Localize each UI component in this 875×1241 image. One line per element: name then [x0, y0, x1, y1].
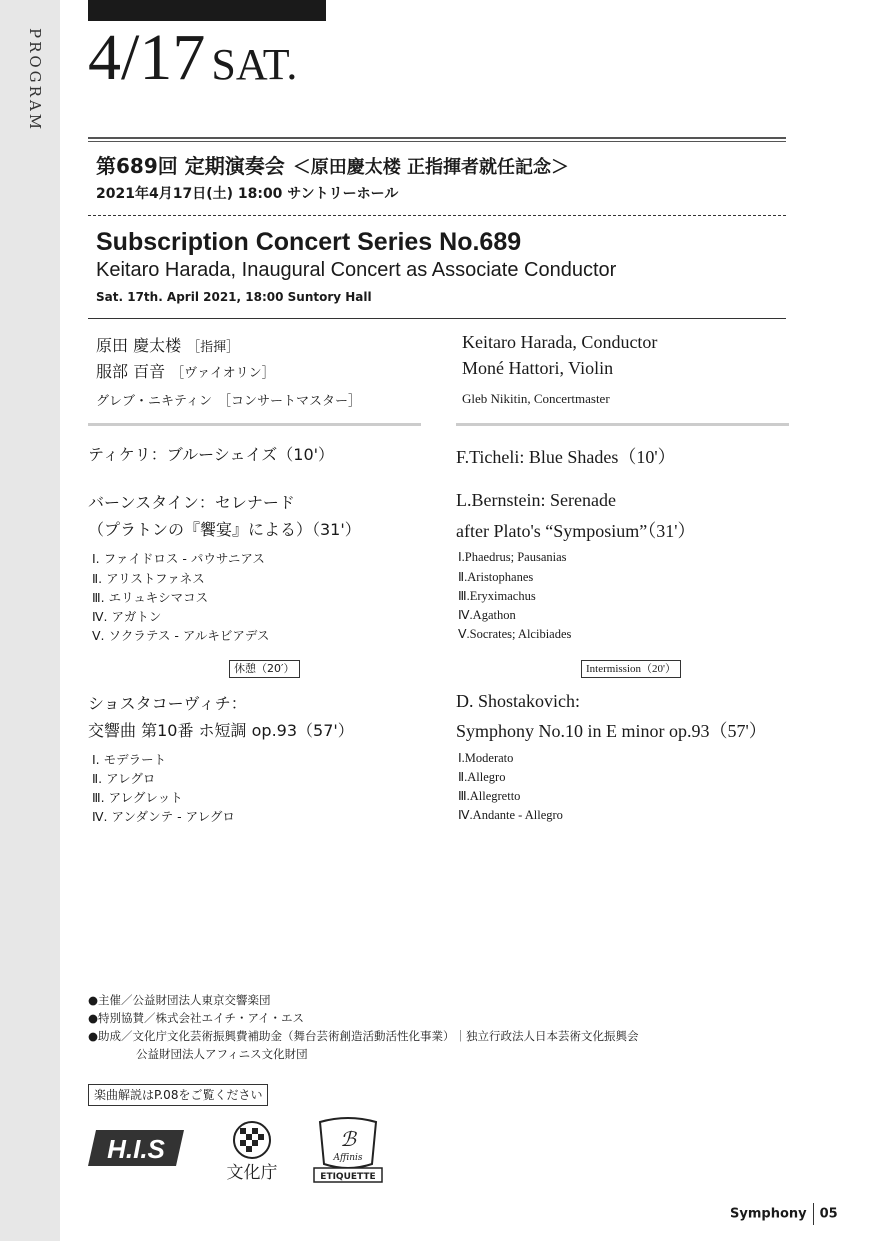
jp-movement: Ⅲ. アレグレット — [92, 790, 183, 805]
en-movement: Ⅱ.Aristophanes — [458, 570, 534, 584]
publication-name: Symphony — [730, 1206, 807, 1222]
gray-rule-right — [456, 423, 789, 426]
bunkacho-logo-text: 文化庁 — [226, 1163, 278, 1183]
jp-intermission: 休憩（20′） — [229, 660, 300, 678]
performer-jp-role: ［コンサートマスター］ — [217, 394, 361, 409]
performer-jp-3 — [96, 390, 361, 409]
performer-jp-role: ［指揮］ — [187, 340, 240, 355]
en-piece-3-composer: D. Shostakovich: — [456, 691, 580, 711]
en-movement: Ⅰ.Moderato — [458, 751, 514, 765]
jp-piece-2-subtitle: （プラトンの『饗宴』による）（31'） — [88, 520, 361, 539]
en-movement: Ⅲ.Allegretto — [458, 789, 521, 803]
performer-jp-role: ［ヴァイオリン］ — [171, 366, 275, 381]
performer-jp-name: 原田 慶太楼 — [96, 336, 182, 355]
en-concert-title: Subscription Concert Series No.689 — [96, 228, 522, 256]
credit-grant-2: 公益財団法人アフィニス文化財団 — [136, 1047, 308, 1061]
svg-text:ℬ: ℬ — [340, 1127, 356, 1151]
en-piece-1: F.Ticheli: Blue Shades（10'） — [456, 447, 676, 467]
date-day: SAT. — [211, 40, 298, 89]
credit-sponsor: ●特別協賛／株式会社エイチ・アイ・エス — [88, 1011, 304, 1025]
his-logo — [88, 1128, 192, 1168]
commentary-note: 楽曲解説はP.08をご覧ください — [88, 1084, 268, 1106]
affinis-logo — [312, 1114, 384, 1188]
jp-concert-datetime: 2021年4月17日(土) 18:00 サントリーホール — [96, 186, 399, 202]
section-label: PROGRAM — [26, 28, 44, 133]
jp-movement: Ⅳ. アンダンテ - アレグロ — [92, 809, 235, 824]
en-movement: Ⅱ.Allegro — [458, 770, 506, 784]
jp-concert-title — [96, 150, 569, 179]
jp-movement: Ⅳ. アガトン — [92, 609, 162, 624]
jp-piece-3-composer: ショスタコーヴィチ： — [88, 694, 247, 713]
jp-movement: Ⅰ. ファイドロス - パウサニアス — [92, 551, 265, 566]
jp-movement: Ⅲ. エリュキシマコス — [92, 590, 209, 605]
jp-piece-2-title: バーンスタイン：セレナード — [88, 493, 295, 512]
en-movement: Ⅴ.Socrates; Alcibiades — [458, 627, 572, 641]
en-movement: Ⅳ.Agathon — [458, 608, 516, 622]
jp-title-main: 第689回 定期演奏会 — [96, 154, 285, 178]
en-concert-subtitle: Keitaro Harada, Inaugural Concert as Associate Conductor — [96, 259, 617, 281]
divider-top-2 — [88, 141, 786, 142]
jp-title-subtitle: ＜原田慶太楼 正指揮者就任記念＞ — [292, 157, 569, 178]
concert-date — [88, 18, 297, 105]
affinis-logo-text: Affinis — [333, 1153, 363, 1163]
jp-piece-1: ティケリ：ブルーシェイズ（10'） — [88, 445, 335, 464]
page-number: 05 — [819, 1206, 838, 1222]
en-piece-2-subtitle: after Plato's “Symposium”（31'） — [456, 521, 696, 541]
gray-rule-left — [88, 423, 421, 426]
divider-top-1 — [88, 137, 786, 139]
performer-en-3: Gleb Nikitin, Concertmaster — [462, 391, 610, 406]
credit-grant: ●助成／文化庁文化芸術振興費補助金（舞台芸術創造活動活性化事業）｜独立行政法人日本芸術文化振興会 — [88, 1029, 639, 1043]
jp-movement: Ⅴ. ソクラテス - アルキビアデス — [92, 628, 270, 643]
en-movement: Ⅰ.Phaedrus; Pausanias — [458, 550, 567, 564]
jp-movement: Ⅰ. モデラート — [92, 752, 167, 767]
performer-en-2: Moné Hattori, Violin — [462, 358, 614, 378]
jp-movement: Ⅱ. アレグロ — [92, 771, 156, 786]
divider-performers — [88, 318, 786, 319]
jp-piece-3-title: 交響曲 第10番 ホ短調 op.93（57'） — [88, 721, 354, 740]
en-piece-2-title: L.Bernstein: Serenade — [456, 490, 616, 510]
bunkacho-logo — [214, 1116, 290, 1190]
date-number: 4/17 — [88, 21, 206, 94]
en-piece-3-title: Symphony No.10 in E minor op.93（57'） — [456, 721, 767, 741]
performer-jp-1 — [96, 333, 239, 356]
dashed-divider — [88, 215, 786, 216]
en-intermission: Intermission（20'） — [581, 660, 681, 678]
performer-jp-name: グレブ・ニキティン — [96, 394, 212, 409]
his-logo-text: H.I.S — [107, 1134, 165, 1164]
performer-jp-name: 服部 百音 — [96, 362, 166, 381]
performer-jp-2 — [96, 359, 275, 382]
affinis-etiquette-text: ETIQUETTE — [320, 1172, 376, 1182]
page-footer — [730, 1203, 838, 1225]
footer-separator — [813, 1203, 814, 1225]
credit-organizer: ●主催／公益財団法人東京交響楽団 — [88, 993, 271, 1007]
sidebar — [0, 0, 60, 1241]
en-movement: Ⅳ.Andante - Allegro — [458, 808, 563, 822]
en-concert-datetime: Sat. 17th. April 2021, 18:00 Suntory Hall — [96, 290, 372, 304]
performer-en-1: Keitaro Harada, Conductor — [462, 332, 658, 352]
jp-movement: Ⅱ. アリストファネス — [92, 571, 205, 586]
en-movement: Ⅲ.Eryximachus — [458, 589, 536, 603]
